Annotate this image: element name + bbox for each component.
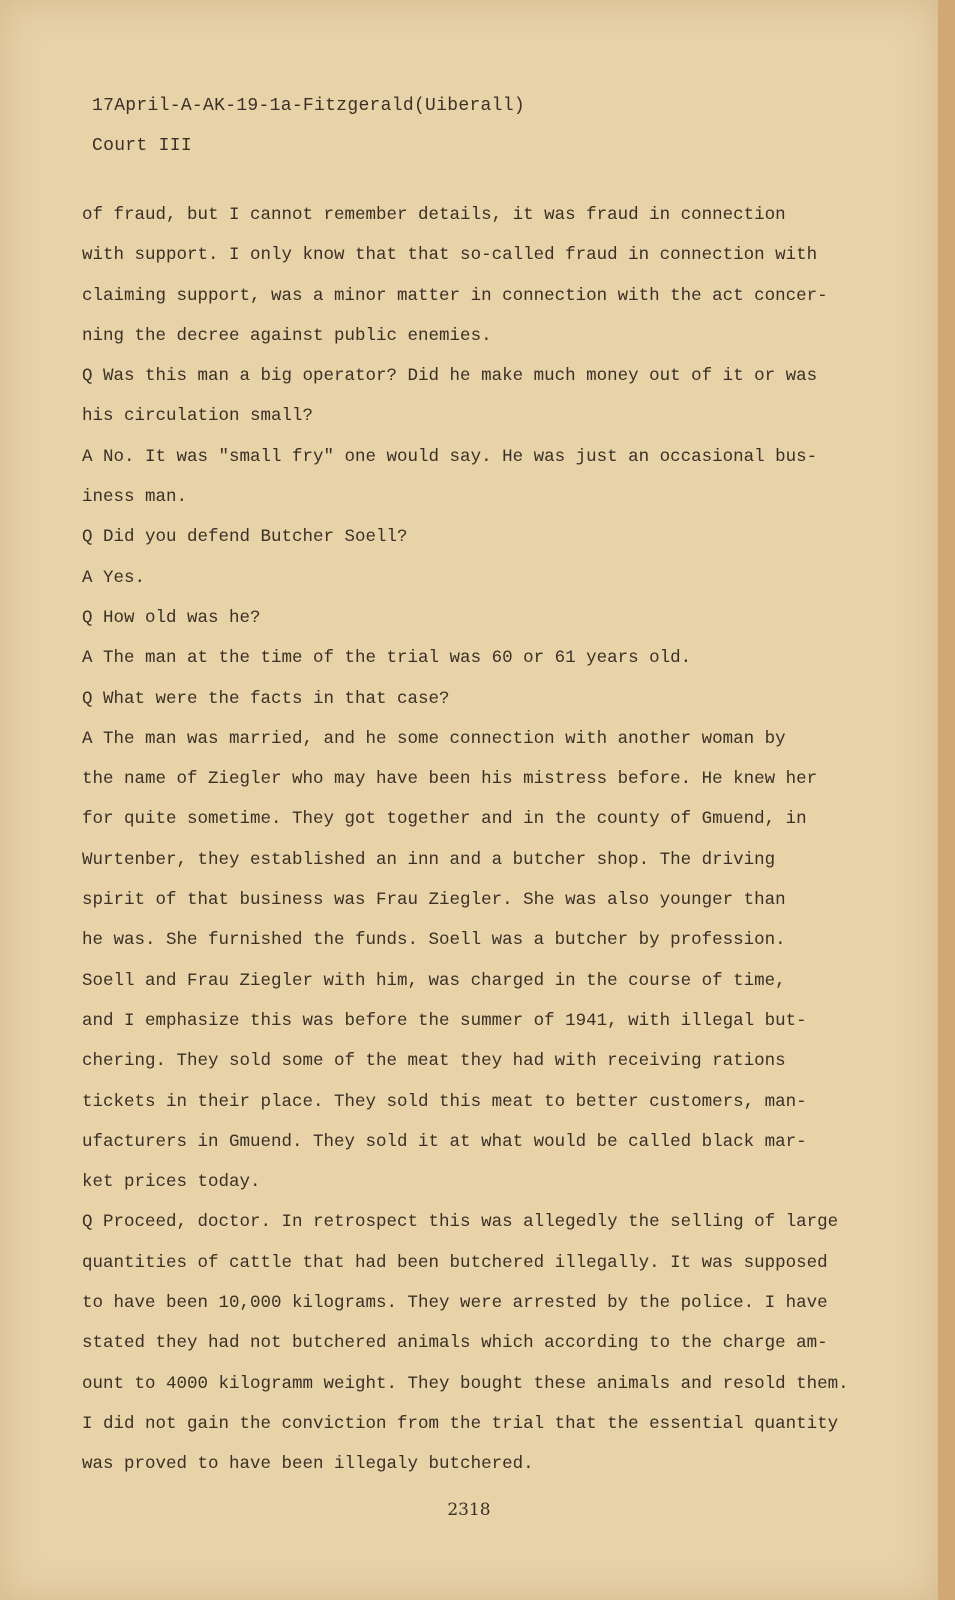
transcript-line: Q Was this man a big operator? Did he make much money out of it or was xyxy=(82,366,818,387)
transcript-line: spirit of that business was Frau Ziegler. She was also younger than xyxy=(82,890,786,911)
transcript-line: Q Did you defend Butcher Soell? xyxy=(82,527,408,548)
transcript-line: ufacturers in Gmuend. They sold it at what would be called black mar- xyxy=(82,1131,807,1152)
transcript-line: to have been 10,000 kilograms. They were arrested by the police. I have xyxy=(82,1293,828,1314)
transcript-line: with support. I only know that that so-called fraud in connection with xyxy=(82,245,818,266)
transcript-line: Q Proceed, doctor. In retrospect this was allegedly the selling of large xyxy=(82,1212,839,1233)
transcript-line: ning the decree against public enemies. xyxy=(82,325,492,346)
transcript-line: tickets in their place. They sold this meat to better customers, man- xyxy=(82,1091,807,1112)
transcript-line: claiming support, was a minor matter in connection with the act concer- xyxy=(82,285,828,306)
transcript-line: the name of Ziegler who may have been his mistress before. He knew her xyxy=(82,769,818,790)
transcript-line: A Yes. xyxy=(82,567,146,588)
transcript-line: of fraud, but I cannot remember details, it was fraud in connection xyxy=(82,205,786,225)
transcript-line: Q How old was he? xyxy=(82,607,261,628)
transcript-line: Q What were the facts in that case? xyxy=(82,688,450,709)
transcript-line: and I emphasize this was before the summer of 1941, with illegal but- xyxy=(82,1010,807,1031)
transcript-line: ount to 4000 kilogramm weight. They bought these animals and resold them. xyxy=(82,1373,849,1394)
transcript-line: quantities of cattle that had been butchered illegally. It was supposed xyxy=(82,1252,828,1273)
transcript-body xyxy=(82,195,849,1485)
transcript-line: ket prices today. xyxy=(82,1172,261,1193)
transcript-line: I did not gain the conviction from the trial that the essential quantity xyxy=(82,1413,839,1434)
transcript-line: A The man at the time of the trial was 60 or 61 years old. xyxy=(82,648,692,669)
transcript-line: stated they had not butchered animals which according to the charge am- xyxy=(82,1333,828,1354)
transcript-line: his circulation small? xyxy=(82,406,314,427)
transcript-line: for quite sometime. They got together and in the county of Gmuend, in xyxy=(82,809,807,830)
page-number: 2318 xyxy=(447,1500,491,1520)
page-edge xyxy=(938,0,955,1600)
transcript-line: chering. They sold some of the meat they had with receiving rations xyxy=(82,1051,786,1072)
document-header-reference: 17April-A-AK-19-1a-Fitzgerald(Uiberall) xyxy=(92,96,525,116)
transcript-line: he was. She furnished the funds. Soell was a butcher by profession. xyxy=(82,930,786,951)
transcript-line: was proved to have been illegaly butchered. xyxy=(82,1454,534,1475)
transcript-line: A No. It was "small fry" one would say. He was just an occasional bus- xyxy=(82,446,818,467)
transcript-line: Soell and Frau Ziegler with him, was charged in the course of time, xyxy=(82,970,786,991)
transcript-line: A The man was married, and he some connection with another woman by xyxy=(82,728,786,749)
court-label: Court III xyxy=(92,136,192,156)
transcript-line: Wurtenber, they established an inn and a butcher shop. The driving xyxy=(82,849,776,870)
transcript-line: iness man. xyxy=(82,487,188,508)
